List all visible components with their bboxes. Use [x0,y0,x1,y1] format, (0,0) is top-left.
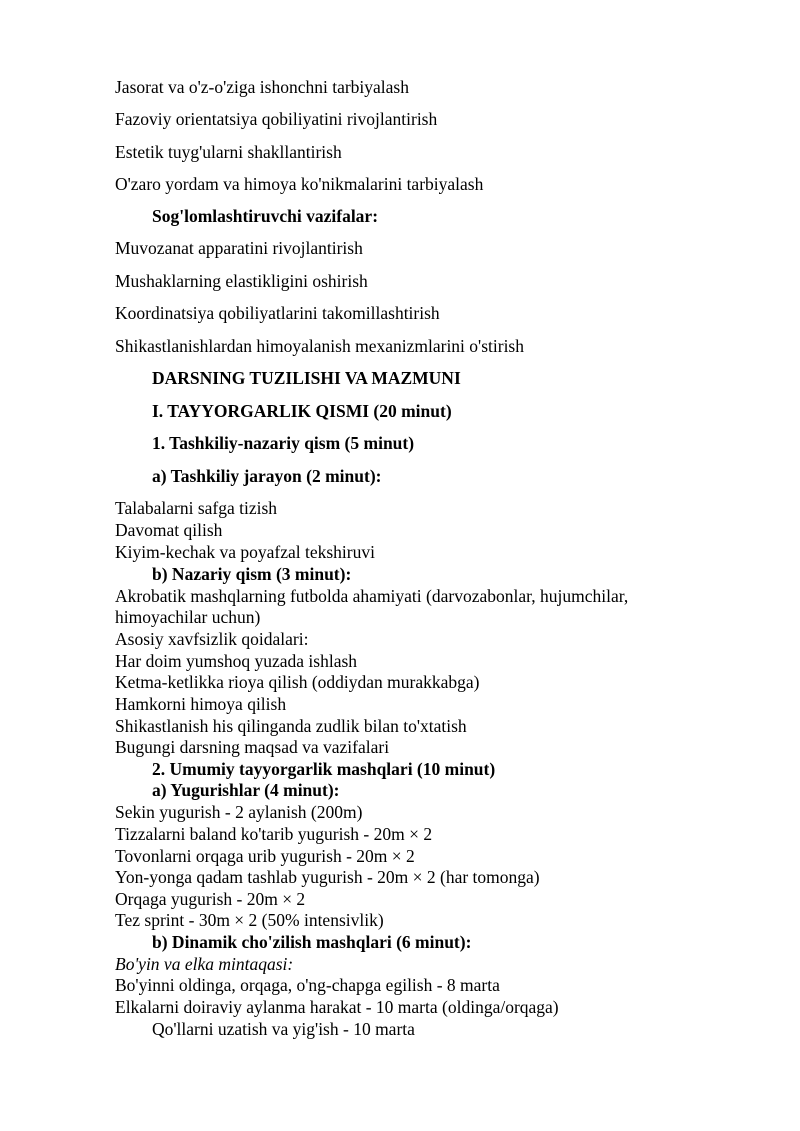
section2-heading: 2. Umumiy tayyorgarlik mashqlari (10 minut) [152,759,496,779]
goal-line: Fazoviy orientatsiya qobiliyatini rivojlantirish [115,109,438,129]
running-line: Yon-yonga qadam tashlab yugurish - 20m × 2 (har tomonga) [115,867,540,887]
org-line: Kiyim-kechak va poyafzal tekshiruvi [115,542,375,562]
stretching-heading: b) Dinamik cho'zilish mashqlari (6 minut): [152,932,472,952]
safety-rule: Har doim yumshoq yuzada ishlash [115,651,358,671]
region-label: Bo'yin va elka mintaqasi: [115,954,294,974]
part1-heading: I. TAYYORGARLIK QISMI (20 minut) [152,401,452,421]
running-line: Sekin yugurish - 2 aylanish (200m) [115,802,363,822]
safety-label: Asosiy xavfsizlik qoidalari: [115,629,309,649]
goal-line: O'zaro yordam va himoya ko'nikmalarini tarbiyalash [115,174,484,194]
health-task-line: Koordinatsiya qobiliyatlarini takomillashtirish [115,303,440,323]
health-task-line: Shikastlanishlardan himoyalanish mexanizmlarini o'stirish [115,336,524,356]
health-task-line: Muvozanat apparatini rivojlantirish [115,238,363,258]
sub-b-heading: b) Nazariy qism (3 minut): [152,564,352,584]
stretching-line: Bo'yinni oldinga, orqaga, o'ng-chapga egilish - 8 marta [115,975,500,995]
section1-heading: 1. Tashkiliy-nazariy qism (5 minut) [152,433,415,453]
safety-rule: Hamkorni himoya qilish [115,694,287,714]
stretching-line: Elkalarni doiraviy aylanma harakat - 10 marta (oldinga/orqaga) [115,997,559,1017]
theory-line: Akrobatik mashqlarning futbolda ahamiyati (darvozabonlar, hujumchilar, [115,586,629,606]
running-line: Tovonlarni orqaga urib yugurish - 20m × 2 [115,846,415,866]
safety-rule: Shikastlanish his qilinganda zudlik bilan to'xtatish [115,716,467,736]
goal-line: Estetik tuyg'ularni shakllantirish [115,142,342,162]
stretching-line: Qo'llarni uzatish va yig'ish - 10 marta [152,1019,415,1039]
sub-a-heading: a) Tashkiliy jarayon (2 minut): [152,466,382,486]
running-heading: a) Yugurishlar (4 minut): [152,780,340,800]
running-line: Orqaga yugurish - 20m × 2 [115,889,306,909]
goal-line: Jasorat va o'z-o'ziga ishonchni tarbiyalash [115,77,409,97]
health-task-line: Mushaklarning elastikligini oshirish [115,271,368,291]
theory-line: himoyachilar uchun) [115,607,261,627]
running-line: Tizzalarni baland ko'tarib yugurish - 20m × 2 [115,824,433,844]
running-line: Tez sprint - 30m × 2 (50% intensivlik) [115,910,384,930]
org-line: Davomat qilish [115,520,223,540]
health-tasks-heading: Sog'lomlashtiruvchi vazifalar: [152,206,379,226]
org-line: Talabalarni safga tizish [115,498,278,518]
goal-line: Bugungi darsning maqsad va vazifalari [115,737,390,757]
safety-rule: Ketma-ketlikka rioya qilish (oddiydan murakkabga) [115,672,480,692]
structure-title: DARSNING TUZILISHI VA MAZMUNI [152,368,461,388]
